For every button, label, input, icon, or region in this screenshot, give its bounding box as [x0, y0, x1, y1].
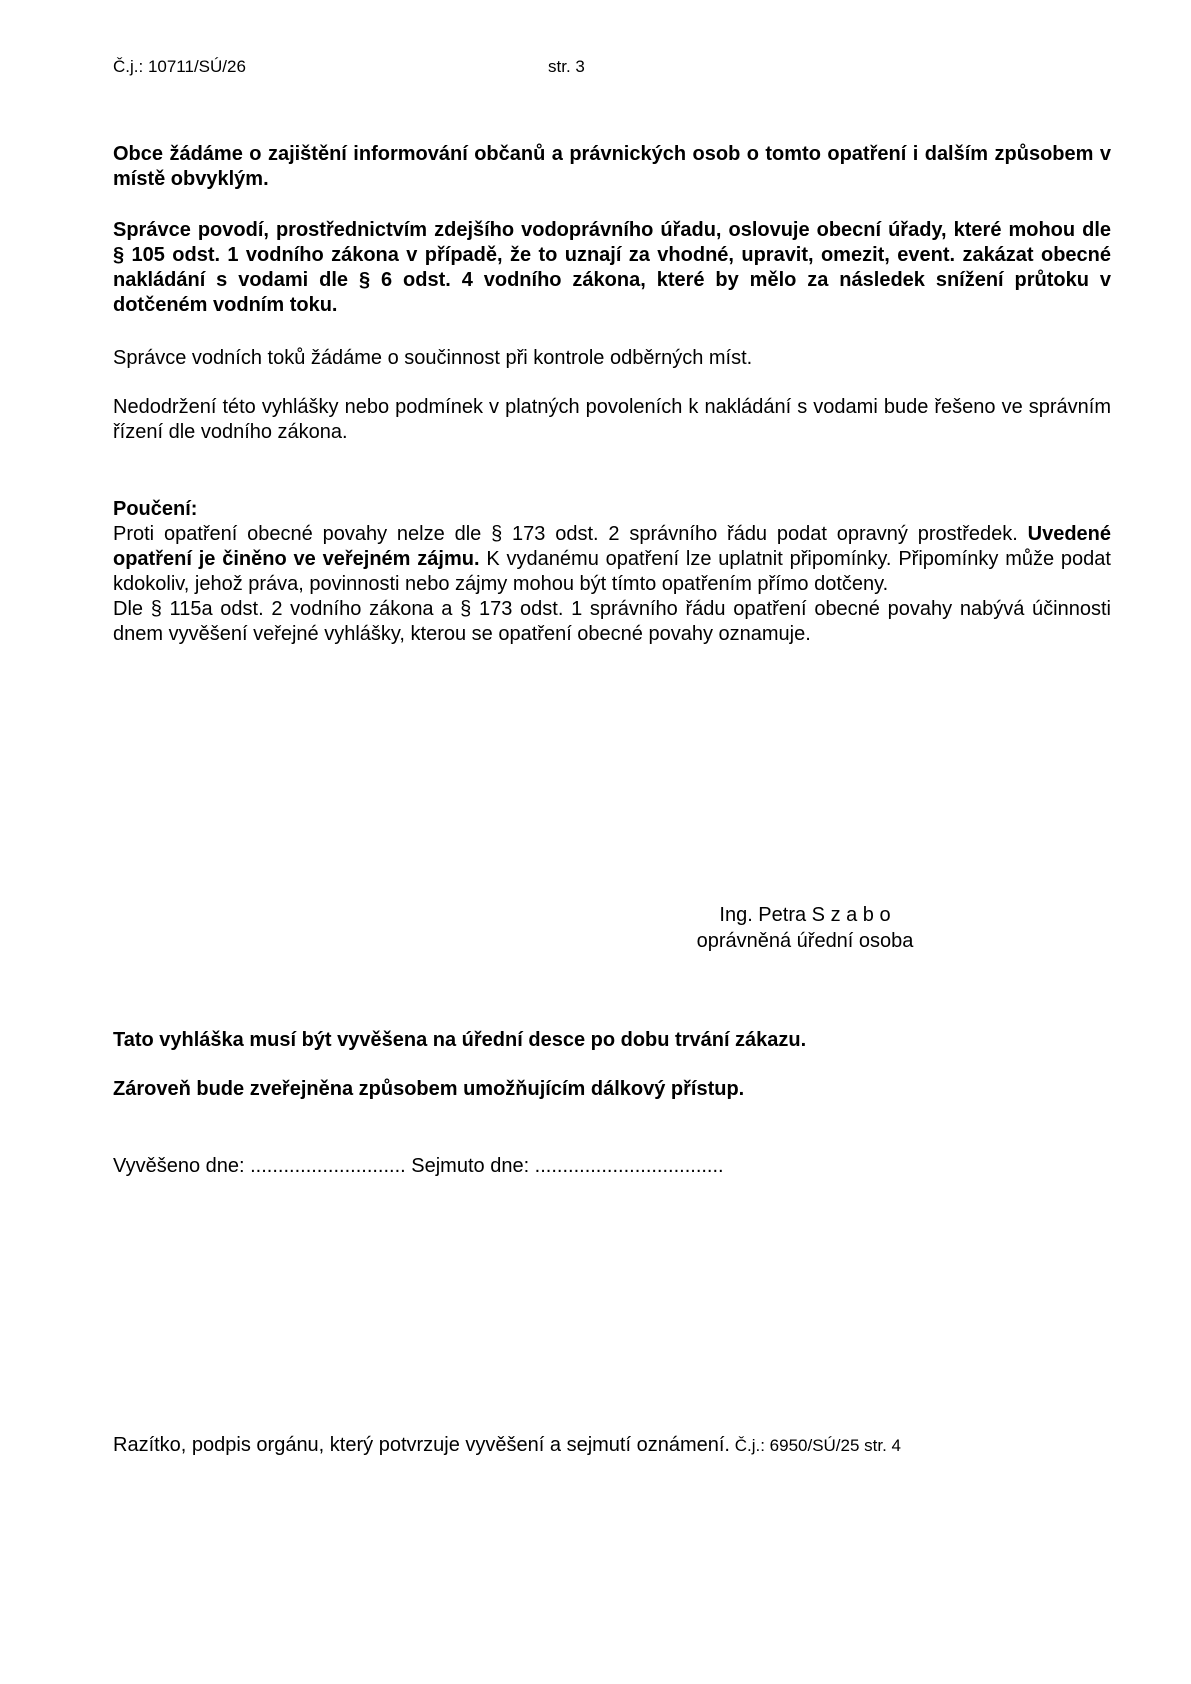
legal-notice — [113, 497, 1111, 647]
signatory-name: Ing. Petra S z a b o — [719, 904, 891, 926]
notice-comments: K vydanému opatření lze uplatnit připomínky. Připomínky může podat kdokoliv, jehož práva, povinnosti nebo zájmy mohou být tímto opatřením přímo dotčeny. — [113, 548, 1111, 595]
notice-title: Poučení: — [113, 498, 198, 520]
paragraph-river-basin-administrator: Správce povodí, prostřednictvím zdejšího vodoprávního úřadu, oslovuje obecní úřady, které mohou dle § 105 odst. 1 vodního zákona v případě, že to uznají za vhodné, upravit, omezit, event. zakázat obecné nakládání s vodami dle § 6 odst. 4 vodního zákona, které by mělo za následek snížení průtoku v dotčeném vodním toku. — [113, 219, 1111, 316]
notice-line-1: Proti opatření obecné povahy nelze dle § 173 odst. 2 správního řádu podat opravný prostředek. — [113, 523, 1018, 545]
stamp-text: Razítko, podpis orgánu, který potvrzuje vyvěšení a sejmutí oznámení. — [113, 1434, 730, 1456]
posting-requirement: Tato vyhláška musí být vyvěšena na úřední desce po dobu trvání zákazu. — [113, 1029, 807, 1051]
page-number: str. 3 — [548, 57, 585, 76]
paragraph-watercourse-administrators: Správce vodních toků žádáme o součinnost při kontrole odběrných míst. — [113, 347, 753, 369]
notice-public-interest: Uvedené opatření je činěno ve veřejném zájmu. — [113, 523, 1111, 570]
signature-block — [660, 902, 950, 954]
posting-dates: Vyvěšeno dne: ............................ Sejmuto dne: .................................. — [113, 1155, 724, 1177]
paragraph-noncompliance: Nedodržení této vyhlášky nebo podmínek v platných povoleních k nakládání s vodami bude řešeno ve správním řízení dle vodního zákona. — [113, 396, 1111, 443]
stamp-line — [113, 1434, 901, 1457]
stamp-reference: Č.j.: 6950/SÚ/25 str. 4 — [729, 1436, 902, 1455]
notice-effectiveness: Dle § 115a odst. 2 vodního zákona a § 173 odst. 1 správního řádu opatření obecné povahy nabývá účinnosti dnem vyvěšení veřejné vyhlášky, kterou se opatření obecné povahy oznamuje. — [113, 598, 1111, 645]
reference-number: Č.j.: 10711/SÚ/26 — [113, 57, 246, 76]
notice-text-1 — [113, 522, 1111, 597]
signatory-role: oprávněná úřední osoba — [696, 930, 914, 952]
remote-access-note: Zároveň bude zveřejněna způsobem umožňujícím dálkový přístup. — [113, 1078, 745, 1100]
paragraph-municipalities: Obce žádáme o zajištění informování občanů a právnických osob o tomto opatření i dalším způsobem v místě obvyklým. — [113, 143, 1111, 190]
